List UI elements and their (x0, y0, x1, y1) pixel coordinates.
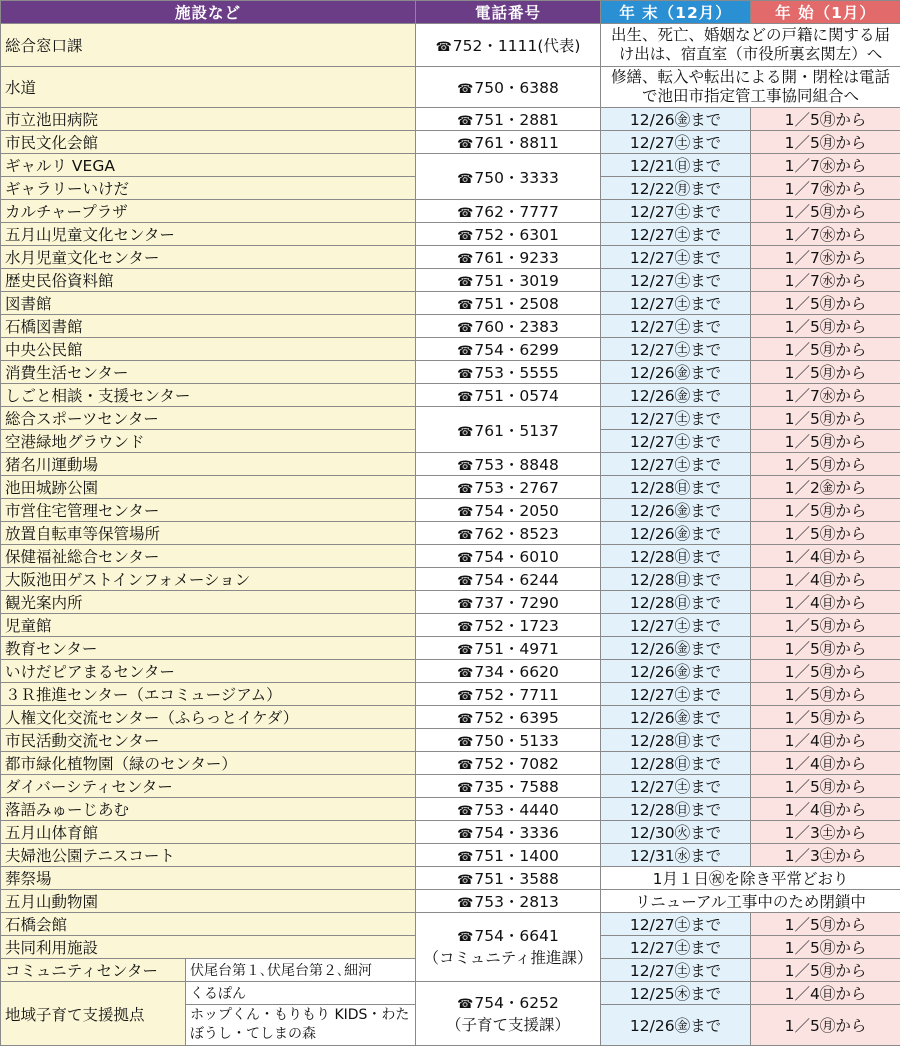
facility-name: 放置自転車等保管場所 (1, 522, 416, 545)
phone-cell (416, 775, 601, 798)
header-new-year: 年 始（1月） (751, 1, 900, 24)
phone-cell (416, 522, 601, 545)
phone-icon: ☎ (457, 997, 473, 1012)
schedule-note: 1月１日㊗を除き平常どおり (601, 867, 900, 890)
table-row (1, 315, 900, 338)
new-year-date: 1／5㊊から (751, 1005, 900, 1046)
phone-icon: ☎ (457, 482, 473, 497)
table-row (1, 821, 900, 844)
phone-icon: ☎ (457, 82, 473, 97)
year-end-date: 12/28㊐まで (601, 591, 751, 614)
new-year-date: 1／5㊊から (751, 936, 900, 959)
year-end-date: 12/27㊏まで (601, 683, 751, 706)
phone-number: 735・7588 (474, 778, 559, 796)
year-end-date: 12/28㊐まで (601, 476, 751, 499)
phone-number: 751・2881 (474, 111, 559, 129)
table-row (1, 890, 900, 913)
phone-number: 751・3019 (474, 272, 559, 290)
table-row (1, 67, 900, 108)
new-year-date: 1／4㊐から (751, 729, 900, 752)
new-year-date: 1／4㊐から (751, 752, 900, 775)
phone-icon: ☎ (457, 666, 473, 681)
facility-name: 葬祭場 (1, 867, 416, 890)
phone-number: 737・7290 (474, 594, 559, 612)
phone-cell (416, 637, 601, 660)
year-end-date: 12/28㊐まで (601, 729, 751, 752)
phone-cell (416, 890, 601, 913)
phone-icon: ☎ (457, 804, 473, 819)
table-row (1, 913, 900, 936)
year-end-date: 12/28㊐まで (601, 798, 751, 821)
phone-number: 754・6010 (474, 548, 559, 566)
phone-number: 762・7777 (474, 203, 559, 221)
table-row (1, 729, 900, 752)
table-row (1, 246, 900, 269)
phone-icon: ☎ (457, 781, 473, 796)
year-end-date: 12/28㊐まで (601, 545, 751, 568)
phone-cell (416, 384, 601, 407)
year-end-date: 12/21㊐まで (601, 154, 751, 177)
phone-cell (416, 568, 601, 591)
year-end-date: 12/22㊊まで (601, 177, 751, 200)
table-row (1, 361, 900, 384)
new-year-date: 1／7㊌から (751, 269, 900, 292)
phone-icon: ☎ (457, 873, 473, 888)
phone-icon: ☎ (457, 390, 473, 405)
phone-number: 754・2050 (474, 502, 559, 520)
facility-name: 歴史民俗資料館 (1, 269, 416, 292)
table-row (1, 752, 900, 775)
year-end-date: 12/27㊏まで (601, 913, 751, 936)
phone-number: 750・5133 (474, 732, 559, 750)
phone-number: 751・2508 (474, 295, 559, 313)
phone-number: 752・6301 (474, 226, 559, 244)
phone-cell (416, 131, 601, 154)
phone-cell (416, 108, 601, 131)
phone-department: （コミュニティ推進課） (424, 949, 593, 967)
table-row (1, 154, 900, 177)
phone-cell (416, 545, 601, 568)
new-year-date: 1／7㊌から (751, 384, 900, 407)
phone-icon: ☎ (457, 528, 473, 543)
phone-cell (416, 200, 601, 223)
phone-cell (416, 223, 601, 246)
header-phone: 電話番号 (416, 1, 601, 24)
phone-number: 752・1111(代表) (453, 37, 581, 55)
new-year-date: 1／5㊊から (751, 108, 900, 131)
new-year-date: 1／7㊌から (751, 154, 900, 177)
facility-name: 大阪池田ゲストインフォメーション (1, 568, 416, 591)
new-year-date: 1／5㊊から (751, 407, 900, 430)
phone-cell (416, 361, 601, 384)
table-row (1, 24, 900, 67)
new-year-date: 1／7㊌から (751, 246, 900, 269)
phone-cell (416, 706, 601, 729)
facility-name: 空港緑地グラウンド (1, 430, 416, 453)
year-end-date: 12/26㊎まで (601, 706, 751, 729)
phone-icon: ☎ (457, 758, 473, 773)
new-year-date: 1／5㊊から (751, 361, 900, 384)
table-row (1, 108, 900, 131)
phone-number: 762・8523 (474, 525, 559, 543)
year-end-date: 12/27㊏まで (601, 775, 751, 798)
phone-icon: ☎ (457, 425, 473, 440)
table-row (1, 545, 900, 568)
phone-icon: ☎ (457, 689, 473, 704)
phone-icon: ☎ (457, 930, 473, 945)
year-end-date: 12/27㊏まで (601, 430, 751, 453)
phone-number: 753・5555 (474, 364, 559, 382)
table-row (1, 775, 900, 798)
facility-name: 中央公民館 (1, 338, 416, 361)
facility-name: コミュニティセンター (1, 959, 186, 982)
phone-icon: ☎ (457, 229, 473, 244)
phone-cell (416, 246, 601, 269)
new-year-date: 1／2㊎から (751, 476, 900, 499)
facility-name: 児童館 (1, 614, 416, 637)
facility-name: ギャルリ VEGA (1, 154, 416, 177)
year-end-date: 12/26㊎まで (601, 499, 751, 522)
facility-name: 市立池田病院 (1, 108, 416, 131)
phone-number: 753・2813 (474, 893, 559, 911)
new-year-date: 1／5㊊から (751, 614, 900, 637)
new-year-date: 1／5㊊から (751, 913, 900, 936)
table-row (1, 407, 900, 430)
phone-number: 734・6620 (474, 663, 559, 681)
phone-cell (416, 292, 601, 315)
table-row (1, 614, 900, 637)
phone-icon: ☎ (457, 597, 473, 612)
new-year-date: 1／5㊊から (751, 959, 900, 982)
phone-icon: ☎ (457, 137, 473, 152)
year-end-date: 12/25㊍まで (601, 982, 751, 1005)
new-year-date: 1／5㊊から (751, 660, 900, 683)
phone-icon: ☎ (457, 712, 473, 727)
year-end-date: 12/28㊐まで (601, 752, 751, 775)
facility-name: 人権文化交流センター（ふらっとイケダ） (1, 706, 416, 729)
phone-icon: ☎ (457, 896, 473, 911)
year-end-date: 12/27㊏まで (601, 131, 751, 154)
phone-number: 753・2767 (474, 479, 559, 497)
phone-icon: ☎ (457, 321, 473, 336)
year-end-date: 12/27㊏まで (601, 315, 751, 338)
facility-name: 水道 (1, 67, 416, 108)
new-year-date: 1／5㊊から (751, 499, 900, 522)
facility-name: いけだピアまるセンター (1, 660, 416, 683)
phone-cell (416, 752, 601, 775)
year-end-date: 12/27㊏まで (601, 200, 751, 223)
table-row (1, 867, 900, 890)
phone-cell (416, 821, 601, 844)
header-facility: 施設など (1, 1, 416, 24)
phone-icon: ☎ (457, 298, 473, 313)
facility-sub-name: 伏尾台第１､伏尾台第２､細河 (186, 959, 416, 982)
phone-icon: ☎ (457, 172, 473, 187)
phone-icon: ☎ (457, 735, 473, 750)
year-end-date: 12/27㊏まで (601, 959, 751, 982)
header-row (1, 1, 900, 24)
phone-icon: ☎ (457, 850, 473, 865)
new-year-date: 1／5㊊から (751, 430, 900, 453)
phone-number: 752・1723 (474, 617, 559, 635)
facility-name: しごと相談・支援センター (1, 384, 416, 407)
phone-number: 750・3333 (474, 169, 559, 187)
table-row (1, 982, 900, 1005)
year-end-date: 12/27㊏まで (601, 223, 751, 246)
facility-name: 市営住宅管理センター (1, 499, 416, 522)
table-row (1, 292, 900, 315)
phone-icon: ☎ (457, 827, 473, 842)
phone-number: 752・7082 (474, 755, 559, 773)
phone-cell (416, 844, 601, 867)
phone-number: 761・5137 (474, 422, 559, 440)
phone-cell (416, 982, 601, 1046)
new-year-date: 1／5㊊から (751, 706, 900, 729)
facility-name: ３Ｒ推進センター（エコミュージアム） (1, 683, 416, 706)
table-row (1, 384, 900, 407)
facility-name: 猪名川運動場 (1, 453, 416, 476)
facility-name: 保健福祉総合センター (1, 545, 416, 568)
phone-number: 751・0574 (474, 387, 559, 405)
new-year-date: 1／4㊐から (751, 568, 900, 591)
year-end-date: 12/26㊎まで (601, 384, 751, 407)
facility-name: 落語みゅーじあむ (1, 798, 416, 821)
phone-cell (416, 269, 601, 292)
new-year-date: 1／5㊊から (751, 683, 900, 706)
header-year-end: 年 末（12月） (601, 1, 751, 24)
year-end-date: 12/27㊏まで (601, 407, 751, 430)
table-row (1, 637, 900, 660)
year-end-date: 12/27㊏まで (601, 936, 751, 959)
facility-name: 水月児童文化センター (1, 246, 416, 269)
year-end-date: 12/26㊎まで (601, 1005, 751, 1046)
table-row (1, 200, 900, 223)
phone-icon: ☎ (457, 252, 473, 267)
phone-icon: ☎ (436, 40, 452, 55)
new-year-date: 1／7㊌から (751, 177, 900, 200)
facility-name: ダイバーシティセンター (1, 775, 416, 798)
year-end-date: 12/26㊎まで (601, 522, 751, 545)
phone-number: 753・4440 (474, 801, 559, 819)
phone-department: （子育て支援課） (446, 1016, 570, 1034)
year-end-date: 12/28㊐まで (601, 568, 751, 591)
phone-icon: ☎ (457, 367, 473, 382)
facility-name: 五月山体育館 (1, 821, 416, 844)
table-row (1, 591, 900, 614)
phone-icon: ☎ (457, 643, 473, 658)
new-year-date: 1／7㊌から (751, 223, 900, 246)
schedule-note: 修繕、転入や転出による開・閉栓は電話で池田市指定管工事協同組合へ (601, 67, 900, 108)
phone-cell (416, 24, 601, 67)
year-end-date: 12/27㊏まで (601, 269, 751, 292)
table-row (1, 660, 900, 683)
facility-name: 五月山児童文化センター (1, 223, 416, 246)
facility-name: カルチャープラザ (1, 200, 416, 223)
table-row (1, 338, 900, 361)
phone-cell (416, 614, 601, 637)
new-year-date: 1／5㊊から (751, 131, 900, 154)
new-year-date: 1／5㊊から (751, 338, 900, 361)
facility-name: 石橋会館 (1, 913, 416, 936)
phone-number: 754・3336 (474, 824, 559, 842)
facility-sub-name: ホップくん・もりもり KIDS・わたぼうし・てしまの森 (186, 1005, 416, 1046)
phone-cell (416, 683, 601, 706)
facility-name: 石橋図書館 (1, 315, 416, 338)
phone-icon: ☎ (457, 275, 473, 290)
table-row (1, 131, 900, 154)
facility-name: 共同利用施設 (1, 936, 416, 959)
table-row (1, 269, 900, 292)
phone-cell (416, 867, 601, 890)
phone-cell (416, 453, 601, 476)
new-year-date: 1／5㊊から (751, 637, 900, 660)
table-row (1, 568, 900, 591)
phone-icon: ☎ (457, 206, 473, 221)
year-end-date: 12/26㊎まで (601, 660, 751, 683)
phone-number: 754・6244 (474, 571, 559, 589)
phone-cell (416, 729, 601, 752)
new-year-date: 1／4㊐から (751, 545, 900, 568)
facility-sub-name: くるぽん (186, 982, 416, 1005)
new-year-date: 1／3㊏から (751, 844, 900, 867)
facility-name: 夫婦池公園テニスコート (1, 844, 416, 867)
phone-number: 751・1400 (474, 847, 559, 865)
facility-name: ギャラリーいけだ (1, 177, 416, 200)
phone-number: 754・6299 (474, 341, 559, 359)
phone-cell (416, 476, 601, 499)
phone-number: 750・6388 (474, 79, 559, 97)
facility-name: 池田城跡公園 (1, 476, 416, 499)
table-row (1, 683, 900, 706)
new-year-date: 1／4㊐から (751, 798, 900, 821)
schedule-note: リニューアル工事中のため閉鎖中 (601, 890, 900, 913)
phone-icon: ☎ (457, 505, 473, 520)
table-row (1, 453, 900, 476)
phone-cell (416, 660, 601, 683)
table-row (1, 499, 900, 522)
table-row (1, 798, 900, 821)
phone-icon: ☎ (457, 620, 473, 635)
phone-icon: ☎ (457, 551, 473, 566)
phone-cell (416, 67, 601, 108)
facility-name: 総合窓口課 (1, 24, 416, 67)
phone-number: 753・8848 (474, 456, 559, 474)
table-row (1, 522, 900, 545)
year-end-date: 12/31㊌まで (601, 844, 751, 867)
facility-name: 図書館 (1, 292, 416, 315)
year-end-date: 12/26㊎まで (601, 637, 751, 660)
facility-name: 都市緑化植物園（緑のセンター） (1, 752, 416, 775)
new-year-date: 1／5㊊から (751, 522, 900, 545)
phone-number: 760・2383 (474, 318, 559, 336)
phone-icon: ☎ (457, 574, 473, 589)
table-row (1, 476, 900, 499)
facility-name: 市民文化会館 (1, 131, 416, 154)
year-end-date: 12/30㊋まで (601, 821, 751, 844)
phone-number: 752・7711 (474, 686, 559, 704)
table-row (1, 223, 900, 246)
phone-number: 754・6252 (474, 994, 559, 1012)
new-year-date: 1／5㊊から (751, 453, 900, 476)
year-end-date: 12/27㊏まで (601, 338, 751, 361)
new-year-date: 1／5㊊から (751, 315, 900, 338)
year-end-date: 12/27㊏まで (601, 453, 751, 476)
facility-name: 観光案内所 (1, 591, 416, 614)
phone-cell (416, 499, 601, 522)
facility-name: 消費生活センター (1, 361, 416, 384)
facility-name: 総合スポーツセンター (1, 407, 416, 430)
phone-cell (416, 315, 601, 338)
phone-icon: ☎ (457, 114, 473, 129)
new-year-date: 1／5㊊から (751, 200, 900, 223)
facility-name: 教育センター (1, 637, 416, 660)
year-end-date: 12/26㊎まで (601, 361, 751, 384)
phone-number: 751・3588 (474, 870, 559, 888)
year-end-date: 12/27㊏まで (601, 246, 751, 269)
year-end-date: 12/27㊏まで (601, 614, 751, 637)
table-row (1, 706, 900, 729)
phone-number: 754・6641 (474, 927, 559, 945)
phone-cell (416, 798, 601, 821)
phone-cell (416, 154, 601, 200)
new-year-date: 1／5㊊から (751, 292, 900, 315)
phone-number: 761・9233 (474, 249, 559, 267)
new-year-date: 1／3㊏から (751, 821, 900, 844)
year-end-date: 12/27㊏まで (601, 292, 751, 315)
phone-number: 751・4971 (474, 640, 559, 658)
phone-cell (416, 338, 601, 361)
phone-icon: ☎ (457, 459, 473, 474)
new-year-date: 1／4㊐から (751, 591, 900, 614)
phone-cell (416, 913, 601, 982)
facility-name: 市民活動交流センター (1, 729, 416, 752)
phone-cell (416, 591, 601, 614)
year-end-date: 12/26㊎まで (601, 108, 751, 131)
new-year-date: 1／4㊐から (751, 982, 900, 1005)
phone-cell (416, 407, 601, 453)
phone-number: 752・6395 (474, 709, 559, 727)
new-year-date: 1／5㊊から (751, 775, 900, 798)
schedule-note: 出生、死亡、婚姻などの戸籍に関する届け出は、宿直室（市役所裏玄関左）へ (601, 24, 900, 67)
facility-name: 五月山動物園 (1, 890, 416, 913)
phone-icon: ☎ (457, 344, 473, 359)
phone-number: 761・8811 (474, 134, 559, 152)
facility-name: 地域子育て支援拠点 (1, 982, 186, 1046)
table-row (1, 844, 900, 867)
